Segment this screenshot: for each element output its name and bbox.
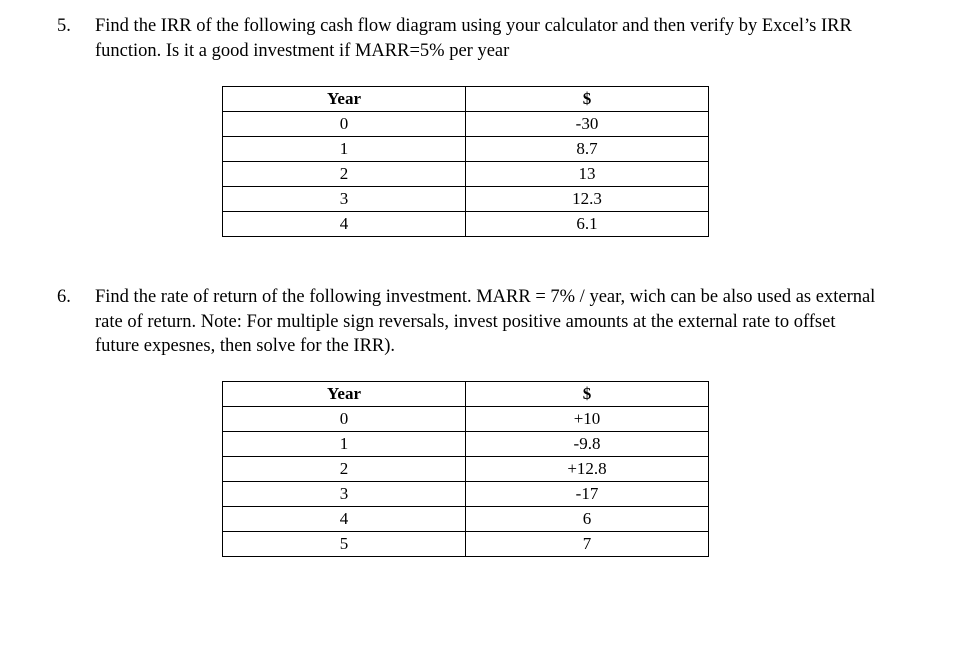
cash-flow-table-5 (222, 86, 709, 237)
cash-cell: 8.7 (466, 137, 709, 162)
problem-number: 6. (57, 287, 71, 307)
table-row (223, 507, 709, 532)
statement-line: Find the rate of return of the following investment. MARR = 7% / year, wich can be also used as external (95, 287, 876, 307)
year-cell: 4 (223, 212, 466, 237)
cash-header: $ (466, 382, 709, 407)
problem-statement (95, 285, 955, 359)
problem-number: 5. (57, 16, 71, 36)
cash-cell: 6.1 (466, 212, 709, 237)
table-row (223, 407, 709, 432)
table-row (223, 187, 709, 212)
table-header-row (223, 382, 709, 407)
table-header-row (223, 87, 709, 112)
cash-cell: -30 (466, 112, 709, 137)
table-row (223, 112, 709, 137)
table-row (223, 532, 709, 557)
cash-header: $ (466, 87, 709, 112)
year-header: Year (223, 382, 466, 407)
year-cell: 5 (223, 532, 466, 557)
table-row (223, 162, 709, 187)
cash-cell: -17 (466, 482, 709, 507)
cash-cell: 13 (466, 162, 709, 187)
statement-line: Find the IRR of the following cash flow diagram using your calculator and then verify by Excel’s IRR (95, 16, 852, 36)
year-cell: 0 (223, 407, 466, 432)
year-cell: 2 (223, 162, 466, 187)
cash-flow-table-6 (222, 381, 709, 557)
year-cell: 2 (223, 457, 466, 482)
table-row (223, 482, 709, 507)
year-cell: 1 (223, 432, 466, 457)
cash-cell: +12.8 (466, 457, 709, 482)
year-cell: 4 (223, 507, 466, 532)
year-header: Year (223, 87, 466, 112)
year-cell: 0 (223, 112, 466, 137)
cash-cell: +10 (466, 407, 709, 432)
table-row (223, 432, 709, 457)
statement-line: function. Is it a good investment if MARR=5% per year (95, 40, 510, 61)
problem-statement (95, 14, 955, 63)
table-row (223, 457, 709, 482)
cash-cell: -9.8 (466, 432, 709, 457)
table-row (223, 137, 709, 162)
cash-cell: 7 (466, 532, 709, 557)
statement-line: rate of return. Note: For multiple sign reversals, invest positive amounts at the external rate to offset (95, 311, 836, 332)
cash-cell: 6 (466, 507, 709, 532)
year-cell: 3 (223, 482, 466, 507)
table-row (223, 212, 709, 237)
year-cell: 3 (223, 187, 466, 212)
year-cell: 1 (223, 137, 466, 162)
statement-line: future expesnes, then solve for the IRR). (95, 336, 396, 356)
cash-cell: 12.3 (466, 187, 709, 212)
